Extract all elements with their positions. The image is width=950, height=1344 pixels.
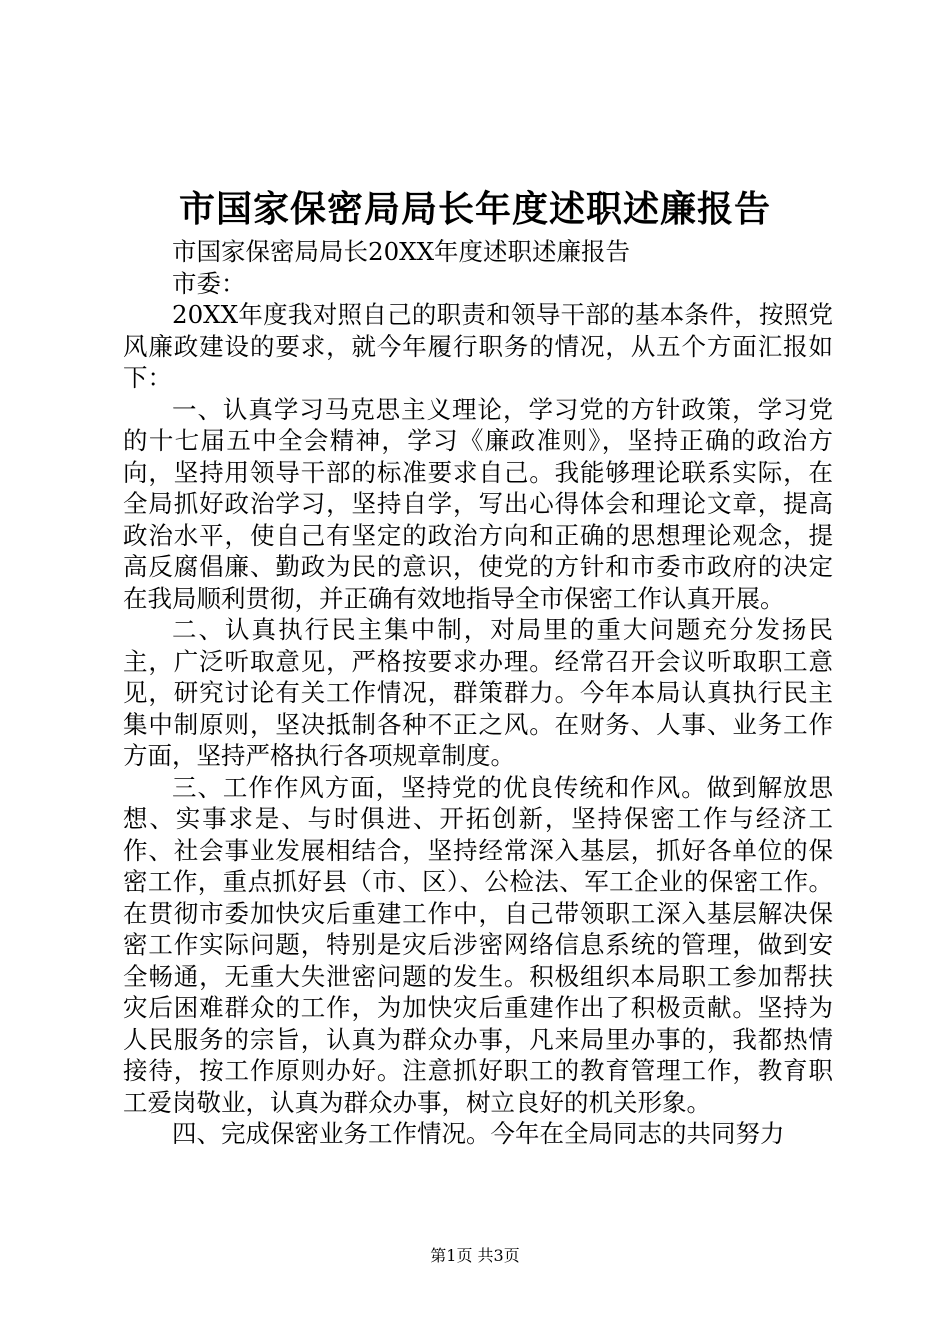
document-subtitle: 市国家保密局局长20XX年度述职述廉报告 xyxy=(172,237,631,266)
document-body xyxy=(123,236,833,1150)
paragraph-section-2: 二、认真执行民主集中制，对局里的重大问题充分发扬民主，广泛听取意见，严格按要求办理。经常召开会议听取职工意见，研究讨论有关工作情况，群策群力。今年本局认真执行民主集中制原则，坚决抵制各种不正之风。在财务、人事、业务工作方面，坚持严格执行各项规章制度。 xyxy=(123,615,833,770)
salutation: 市委： xyxy=(172,268,246,298)
paragraph-section-3: 三、工作作风方面，坚持党的优良传统和作风。做到解放思想、实事求是、与时俱进、开拓创新，坚持保密工作与经济工作、社会事业发展相结合，坚持经常深入基层，抓好各单位的保密工作，重点抓好县（市、区）、公检法、军工企业的保密工作。在贯彻市委加快灾后重建工作中，自己带领职工深入基层解决保密工作实际问题，特别是灾后涉密网络信息系统的管理，做到安全畅通，无重大失泄密问题的发生。积极组织本局职工参加帮扶灾后困难群众的工作，为加快灾后重建作出了积极贡献。坚持为人民服务的宗旨，认真为群众办事，凡来局里办事的，我都热情接待，按工作原则办好。注意抓好职工的教育管理工作，教育职工爱岗敬业，认真为群众办事，树立良好的机关形象。 xyxy=(123,772,833,1117)
paragraph-intro: 20XX年度我对照自己的职责和领导干部的基本条件，按照党风廉政建设的要求，就今年履行职务的情况，从五个方面汇报如下： xyxy=(123,300,833,392)
paragraph-section-4: 四、完成保密业务工作情况。今年在全局同志的共同努力 xyxy=(172,1119,785,1148)
document-title: 市国家保密局局长年度述职述廉报告 xyxy=(178,188,771,230)
paragraph-section-1: 一、认真学习马克思主义理论，学习党的方针政策，学习党的十七届五中全会精神，学习《廉政准则》，坚持正确的政治方向，坚持用领导干部的标准要求自己。我能够理论联系实际，在全局抓好政治学习，坚持自学，写出心得体会和理论文章，提高政治水平，使自己有坚定的政治方向和正确的思想理论观念，提高反腐倡廉、勤政为民的意识，使党的方针和市委市政府的决定在我局顺利贯彻，并正确有效地指导全市保密工作认真开展。 xyxy=(123,394,833,613)
page-number-footer: 第1页 共3页 xyxy=(430,1246,520,1265)
